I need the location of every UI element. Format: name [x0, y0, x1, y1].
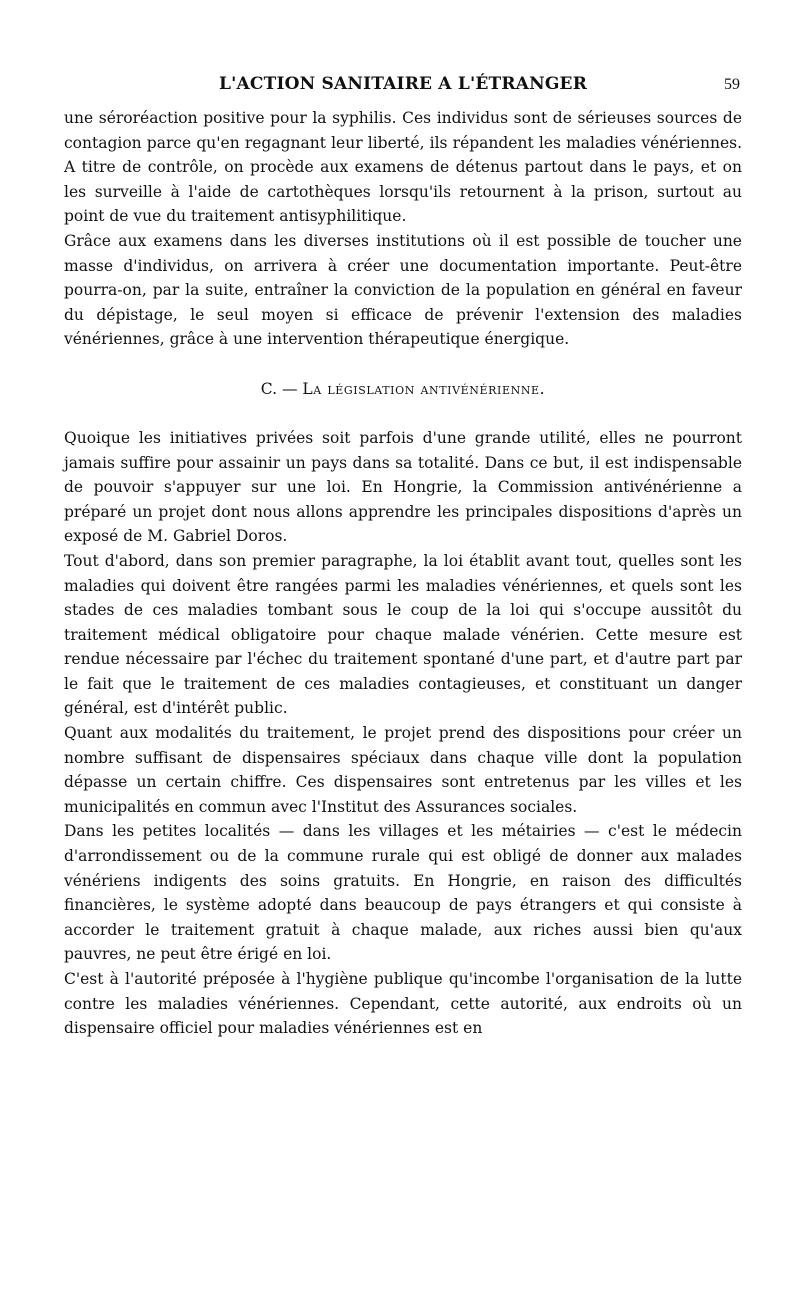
section-heading	[64, 377, 742, 401]
paragraph-3: Quoique les initiatives privées soit parfois d'une grande utilité, elles ne pourront jamais suffire pour assainir un pays dans sa totalité. Dans ce but, il est indispensable de pouvoir s'appuyer sur une loi. En Hongrie, la Commission antivénérienne a préparé un projet dont nous allons apprendre les principales dispositions d'après un exposé de M. Gabriel Doros.	[64, 428, 742, 546]
page-header	[64, 66, 742, 106]
paragraph-5: Quant aux modalités du traitement, le projet prend des dispositions pour créer un nombre suffisant de dispensaires spéciaux dans chaque ville dont la population dépasse un certain chiffre. Ces dispensaires sont entretenus par les villes et les municipalités en commun avec l'Institut des Assurances sociales.	[64, 724, 742, 816]
paragraph-6: Dans les petites localités — dans les villages et les métairies — c'est le médecin d'arrondissement ou de la commune rurale qui est obligé de donner aux malades vénériens indigents des soins gratuits. En Hongrie, en raison des difficultés financières, le système adopté dans beaucoup de pays étrangers et qui consiste à accorder le traitement gratuit à chaque malade, aux riches aussi bien qu'aux pauvres, ne peut être érigé en loi.	[64, 822, 742, 964]
page-number: 59	[724, 76, 740, 93]
paragraph-4: Tout d'abord, dans son premier paragraphe, la loi établit avant tout, quelles sont les maladies qui doivent être rangées parmi les maladies vénériennes, et quels sont les stades de ces maladies tombant sous le coup de la loi qui s'occupe aussitôt du traitement médical obligatoire pour chaque malade vénérien. Cette mesure est rendue nécessaire par l'échec du traitement spontané d'une part, et d'autre part par le fait que le traitement de ces maladies contagieuses, et constituant un danger général, est d'intérêt public.	[64, 551, 742, 718]
paragraph-2: Grâce aux examens dans les diverses institutions où il est possible de toucher une masse d'individus, on arrivera à créer une documentation importante. Peut-être pourra-on, par la suite, entraîner la conviction de la population en général en faveur du dépistage, le seul moyen si efficace de prévenir l'extension des maladies vénériennes, grâce à une intervention thérapeutique énergique.	[64, 231, 742, 349]
paragraph-7: C'est à l'autorité préposée à l'hygiène publique qu'incombe l'organisation de la lutte contre les maladies vénériennes. Cependant, cette autorité, aux endroits où un dispensaire officiel pour maladies vénériennes est en	[64, 970, 742, 1038]
section-title: La législation antivénérienne.	[302, 379, 546, 398]
document-page	[64, 66, 742, 1041]
paragraph-1: une séroréaction positive pour la syphilis. Ces individus sont de sérieuses sources de contagion parce qu'en regagnant leur liberté, ils répandent les maladies vénériennes. A titre de contrôle, on procède aux examens de détenus partout dans le pays, et on les surveille à l'aide de cartothèques lorsqu'ils retournent à la prison, surtout au point de vue du traitement antisyphilitique.	[64, 109, 742, 226]
section-label: C. —	[260, 379, 303, 398]
running-title: L'ACTION SANITAIRE A L'ÉTRANGER	[218, 74, 588, 94]
